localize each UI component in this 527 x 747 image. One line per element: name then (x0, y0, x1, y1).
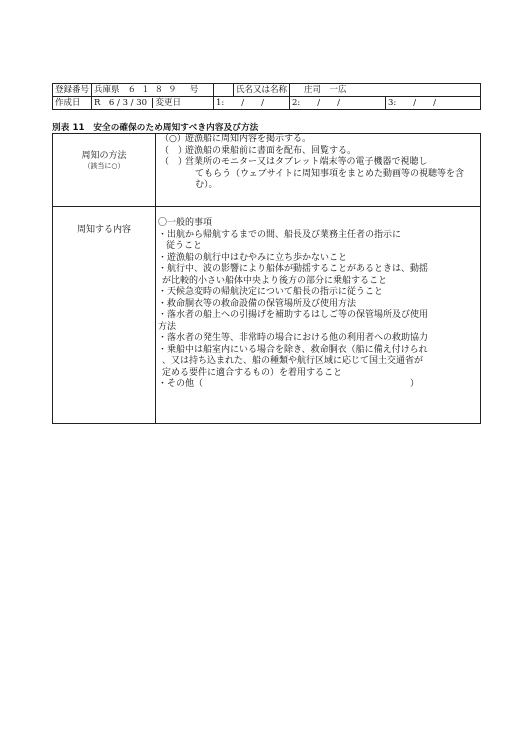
reg-no-value (92, 84, 214, 97)
created-value (92, 97, 214, 110)
content-line: 、又は持ち込まれた、船の種類や航行区域に応じて国土交通省が (162, 356, 424, 366)
created-label: 作成日 (53, 97, 92, 110)
method-text-cont: てもらう（ウェブサイトに周知事項をまとめた動画等の視聴等を含む）。 (195, 168, 465, 190)
method-note: （該当に○） (83, 162, 125, 170)
created-date: R 6 / 3 / 30 (94, 97, 148, 108)
method-item (160, 146, 476, 158)
content-line: ・その他（ ） (158, 379, 420, 389)
operator-name: 庄司 一広 (304, 84, 347, 95)
registration-table (52, 83, 481, 110)
name-value (290, 84, 481, 97)
method-list (160, 134, 476, 192)
content-line: ・遊漁船の航行中はむやみに立ち歩かないこと (158, 252, 348, 263)
content-list (158, 218, 478, 391)
registration-row (53, 84, 481, 97)
empty-cell (214, 84, 234, 97)
method-text: 遊漁船に周知内容を掲示する。 (185, 134, 312, 144)
method-text: 遊漁船の乗船前に書面を配布、回覧する。 (185, 145, 357, 156)
changed-label: 変更日 (152, 98, 181, 108)
content-line: ・落水者の船上への引揚げを補助するはしご等の保管場所及び使用 (158, 310, 429, 320)
date-row (53, 97, 481, 110)
change1-value: 1: / / (214, 97, 290, 110)
change2-value: 2: / / (290, 97, 386, 110)
content-line: ・天候急変時の帰航決定について船長の指示に従うこと (158, 287, 383, 297)
main-table (52, 133, 481, 424)
row-divider (53, 206, 480, 207)
content-line: ・航行中、波の影響により船体が動揺することがあるときは、動揺 (158, 264, 429, 274)
content-line: 方法 (158, 321, 177, 332)
content-line: 定める要件に適合するもの）を着用すること (162, 367, 343, 378)
content-label: 周知する内容 (76, 225, 131, 235)
method-check: （ ） (160, 145, 188, 156)
content-line: ・乗船中は船室内にいる場合を除き、救命胴衣（船に備え付けられ (158, 344, 428, 355)
reg-go: 号 (189, 84, 199, 95)
method-item (160, 157, 476, 192)
method-check: （ ） (160, 157, 188, 167)
content-line: ・出航から帰航するまでの間、船長及び業務主任者の指示に (158, 229, 402, 240)
table-heading: 別表 11 安全の確保のため周知すべき内容及び方法 (52, 123, 259, 133)
column-divider (155, 134, 156, 423)
method-check: （○） (160, 134, 186, 144)
method-text: 営業所のモニター又はタブレット端末等の電子機器で視聴し (185, 157, 428, 167)
content-line: が比較的小さい船体中央より後方の部分に乗船すること (162, 275, 388, 286)
content-line: ・救命胴衣等の救命設備の保管場所及び使用方法 (158, 298, 357, 309)
content-line: 従うこと (166, 241, 203, 251)
reg-number: ６１８９ (127, 84, 182, 95)
name-label: 氏名又は名称 (234, 84, 290, 97)
method-item (160, 134, 476, 146)
reg-no-label: 登録番号 (53, 84, 92, 97)
content-line: ・落水者の発生等、非常時の場合における他の利用者への救助協力 (158, 333, 429, 343)
change3-value: 3: / / (386, 97, 481, 110)
method-label: 周知の方法 (81, 151, 127, 161)
prefecture: 兵庫県 (94, 84, 120, 95)
content-general: 〇一般的事項 (158, 218, 213, 228)
